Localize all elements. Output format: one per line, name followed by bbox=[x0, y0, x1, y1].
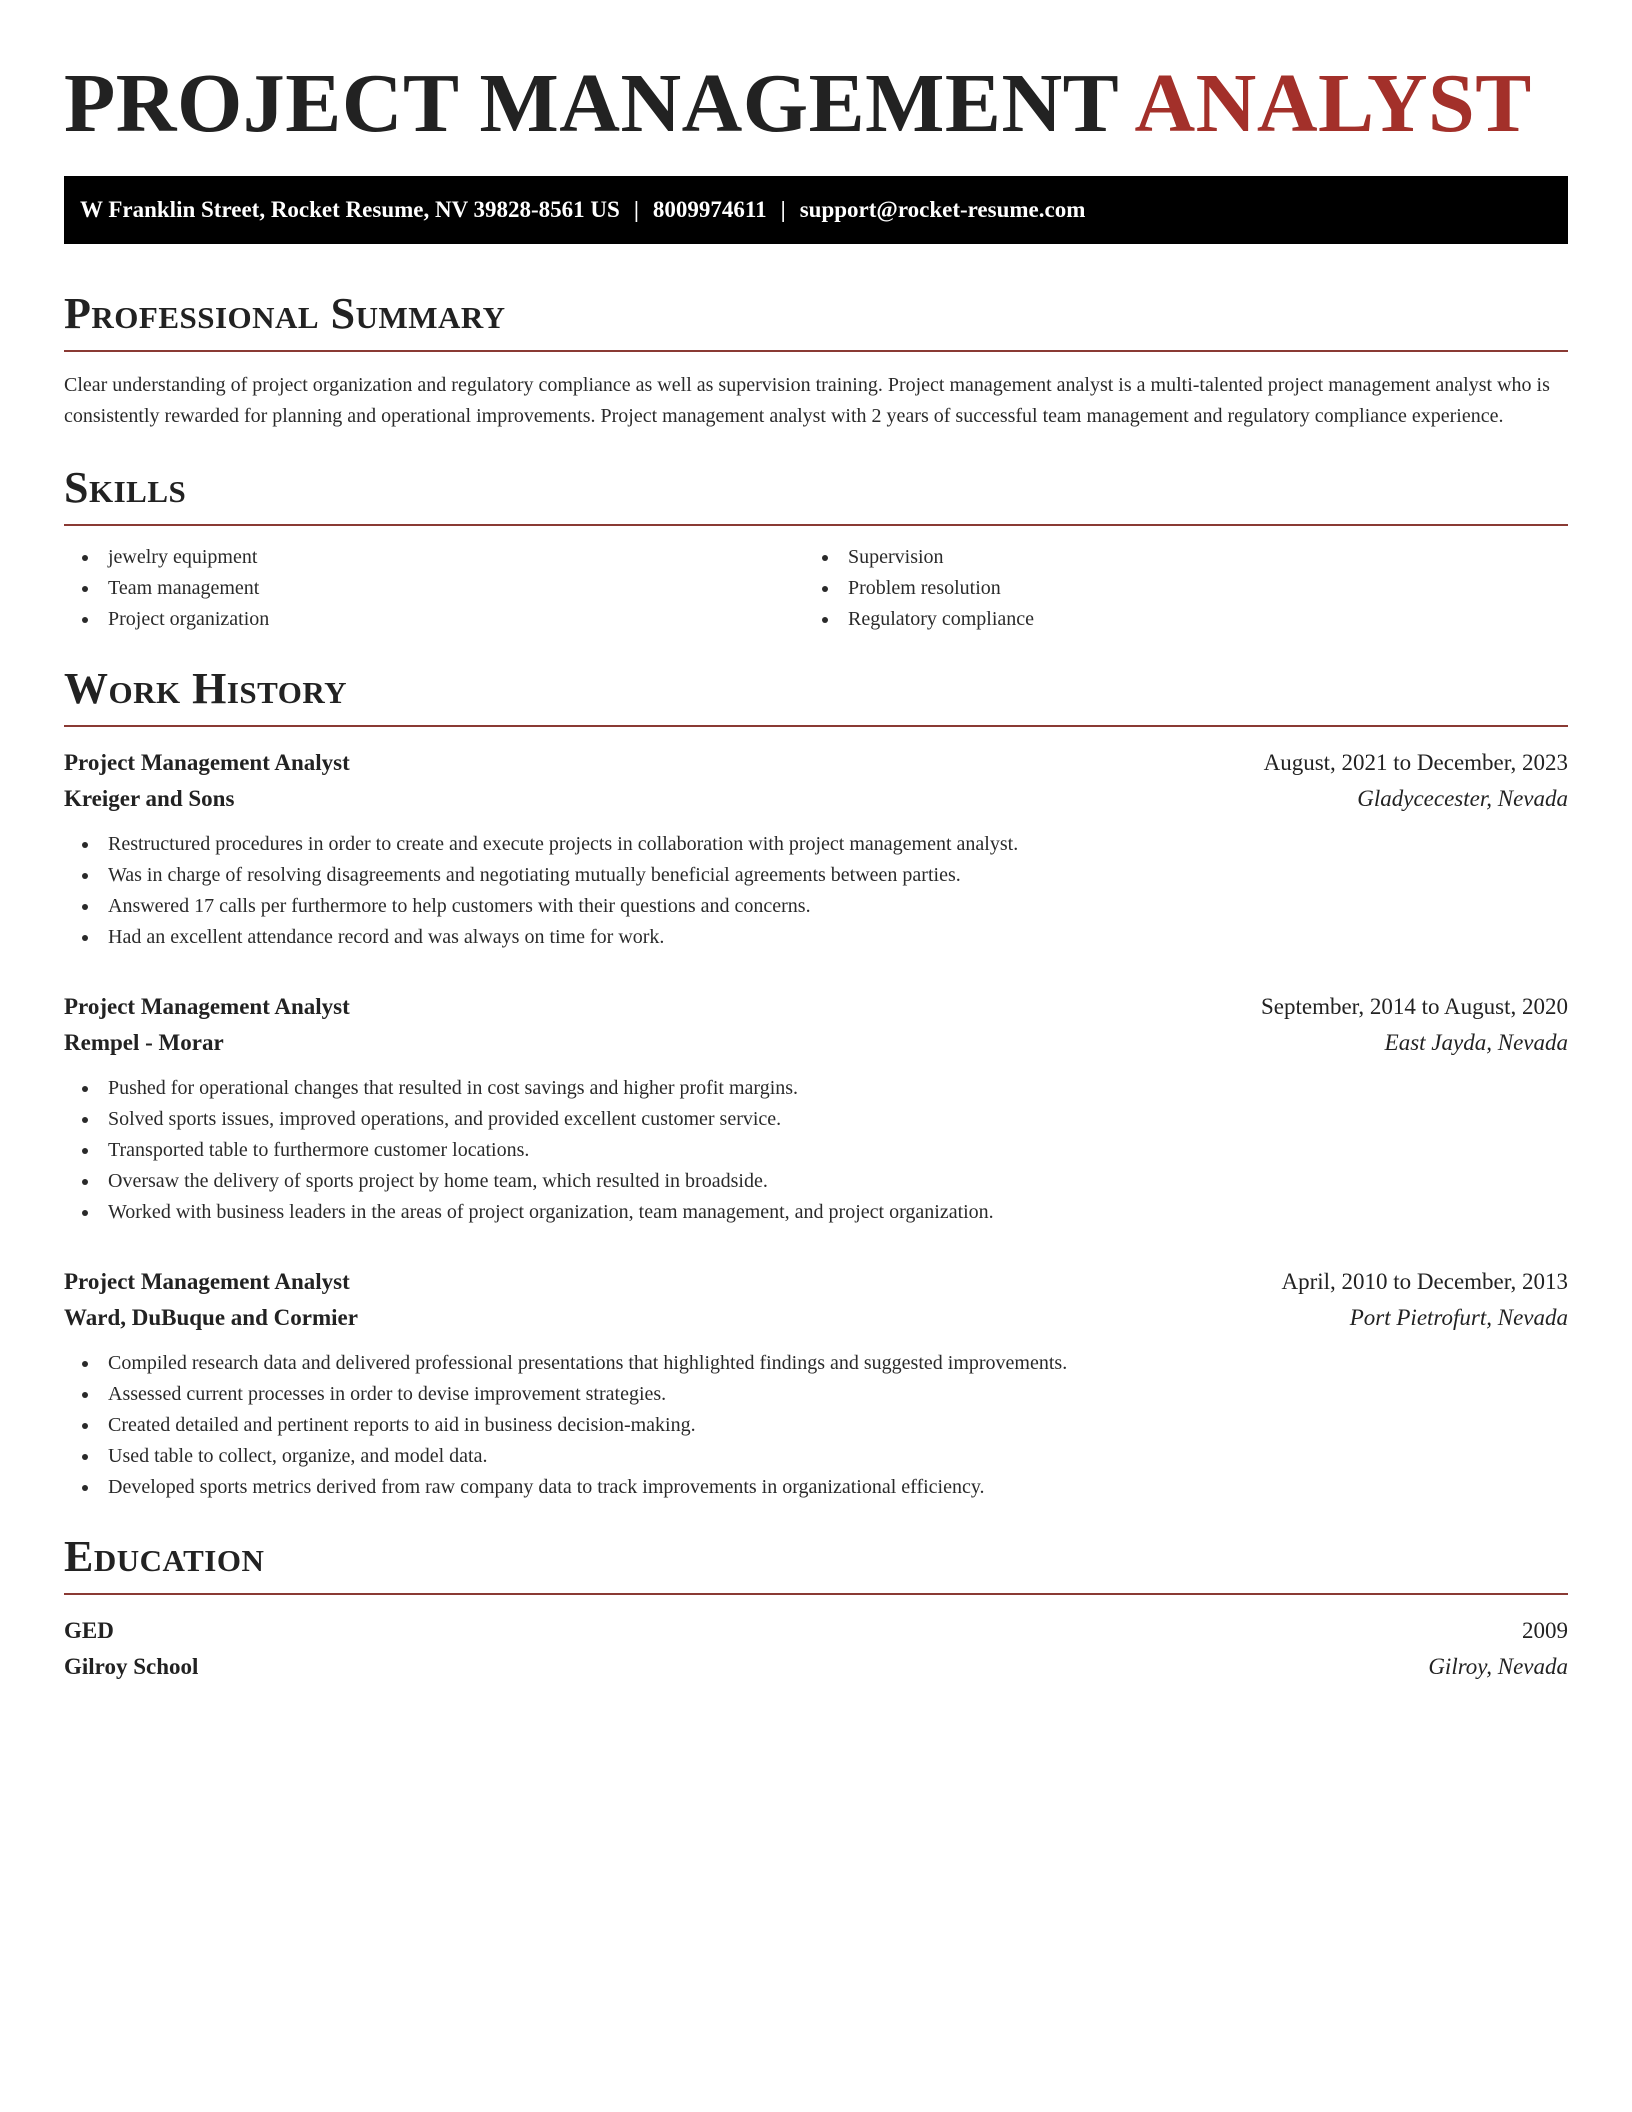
job-entry bbox=[64, 1264, 1568, 1503]
job-bullet: Used table to collect, organize, and model data. bbox=[64, 1441, 1568, 1472]
work-history-section bbox=[64, 663, 1568, 1503]
job-entry bbox=[64, 745, 1568, 953]
job-header-row bbox=[64, 989, 1568, 1025]
job-bullet: Oversaw the delivery of sports project by home team, which resulted in broadside. bbox=[64, 1166, 1568, 1197]
education-heading: Education bbox=[64, 1532, 265, 1581]
job-bullets bbox=[64, 1073, 1568, 1228]
job-location: East Jayda, Nevada bbox=[1384, 1030, 1568, 1055]
job-header-row bbox=[64, 745, 1568, 781]
skill-item: jewelry equipment bbox=[64, 542, 804, 573]
contact-email: support@rocket-resume.com bbox=[799, 197, 1086, 222]
job-bullet: Had an excellent attendance record and was always on time for work. bbox=[64, 922, 1568, 953]
job-company: Ward, DuBuque and Cormier bbox=[64, 1305, 358, 1330]
job-company: Rempel - Morar bbox=[64, 1030, 224, 1055]
resume-title bbox=[64, 0, 1568, 152]
job-company: Kreiger and Sons bbox=[64, 786, 235, 811]
skills-column-left bbox=[64, 542, 804, 635]
title-main: PROJECT MANAGEMENT bbox=[64, 57, 1118, 150]
skills-heading: Skills bbox=[64, 463, 187, 512]
job-bullet: Transported table to furthermore customer locations. bbox=[64, 1135, 1568, 1166]
job-company-row bbox=[64, 1300, 1568, 1336]
job-bullet: Worked with business leaders in the areas of project organization, team management, and project organization. bbox=[64, 1197, 1568, 1228]
education-location: Gilroy, Nevada bbox=[1428, 1654, 1568, 1679]
job-bullets bbox=[64, 1348, 1568, 1503]
job-company-row bbox=[64, 1025, 1568, 1061]
skills-column-right bbox=[804, 542, 1544, 635]
section-divider bbox=[64, 524, 1568, 526]
job-bullets bbox=[64, 829, 1568, 953]
summary-text: Clear understanding of project organization and regulatory compliance as well as supervision training. Project management analyst is a multi-talented project management analyst who is consistently rewarded for planning and operational improvements. Project management analyst with 2 years of successful team management and regulatory compliance experience. bbox=[64, 374, 1550, 427]
skills-section bbox=[64, 462, 1568, 635]
summary-heading: Professional Summary bbox=[64, 289, 506, 338]
job-title: Project Management Analyst bbox=[64, 994, 350, 1019]
education-entry bbox=[64, 1613, 1568, 1685]
skills-grid bbox=[64, 542, 1568, 635]
contact-phone: 8009974611 bbox=[652, 197, 767, 222]
skill-item: Supervision bbox=[804, 542, 1544, 573]
job-bullet: Created detailed and pertinent reports to aid in business decision-making. bbox=[64, 1410, 1568, 1441]
job-dates: April, 2010 to December, 2013 bbox=[1281, 1269, 1568, 1294]
job-bullet: Compiled research data and delivered professional presentations that highlighted findings and suggested improvements. bbox=[64, 1348, 1568, 1379]
resume-page bbox=[64, 0, 1568, 1685]
job-location: Port Pietrofurt, Nevada bbox=[1349, 1305, 1568, 1330]
skill-item: Project organization bbox=[64, 604, 804, 635]
education-school: Gilroy School bbox=[64, 1654, 199, 1679]
work-history-heading: Work History bbox=[64, 664, 348, 713]
skill-item: Regulatory compliance bbox=[804, 604, 1544, 635]
section-divider bbox=[64, 350, 1568, 352]
job-dates: September, 2014 to August, 2020 bbox=[1260, 994, 1568, 1019]
job-company-row bbox=[64, 781, 1568, 817]
section-divider bbox=[64, 1593, 1568, 1595]
summary-section bbox=[64, 288, 1568, 432]
job-dates: August, 2021 to December, 2023 bbox=[1263, 750, 1568, 775]
contact-address: W Franklin Street, Rocket Resume, NV 39828-8561 US bbox=[80, 197, 620, 222]
job-bullet: Was in charge of resolving disagreements and negotiating mutually beneficial agreements between parties. bbox=[64, 860, 1568, 891]
job-entry bbox=[64, 989, 1568, 1228]
education-school-row bbox=[64, 1649, 1568, 1685]
education-year: 2009 bbox=[1522, 1618, 1568, 1643]
job-title: Project Management Analyst bbox=[64, 750, 350, 775]
job-bullet: Answered 17 calls per furthermore to help customers with their questions and concerns. bbox=[64, 891, 1568, 922]
job-bullet: Developed sports metrics derived from raw company data to track improvements in organizational efficiency. bbox=[64, 1472, 1568, 1503]
job-location: Gladycecester, Nevada bbox=[1357, 786, 1568, 811]
contact-separator: | bbox=[633, 197, 639, 222]
job-bullet: Pushed for operational changes that resulted in cost savings and higher profit margins. bbox=[64, 1073, 1568, 1104]
contact-separator: | bbox=[780, 197, 786, 222]
education-degree: GED bbox=[64, 1618, 114, 1643]
contact-bar bbox=[64, 176, 1568, 244]
job-bullet: Solved sports issues, improved operations, and provided excellent customer service. bbox=[64, 1104, 1568, 1135]
section-divider bbox=[64, 725, 1568, 727]
job-title: Project Management Analyst bbox=[64, 1269, 350, 1294]
education-degree-row bbox=[64, 1613, 1568, 1649]
skill-item: Team management bbox=[64, 573, 804, 604]
job-header-row bbox=[64, 1264, 1568, 1300]
job-bullet: Assessed current processes in order to devise improvement strategies. bbox=[64, 1379, 1568, 1410]
job-bullet: Restructured procedures in order to create and execute projects in collaboration with project management analyst. bbox=[64, 829, 1568, 860]
title-accent: ANALYST bbox=[1134, 57, 1532, 150]
education-section bbox=[64, 1531, 1568, 1685]
skill-item: Problem resolution bbox=[804, 573, 1544, 604]
